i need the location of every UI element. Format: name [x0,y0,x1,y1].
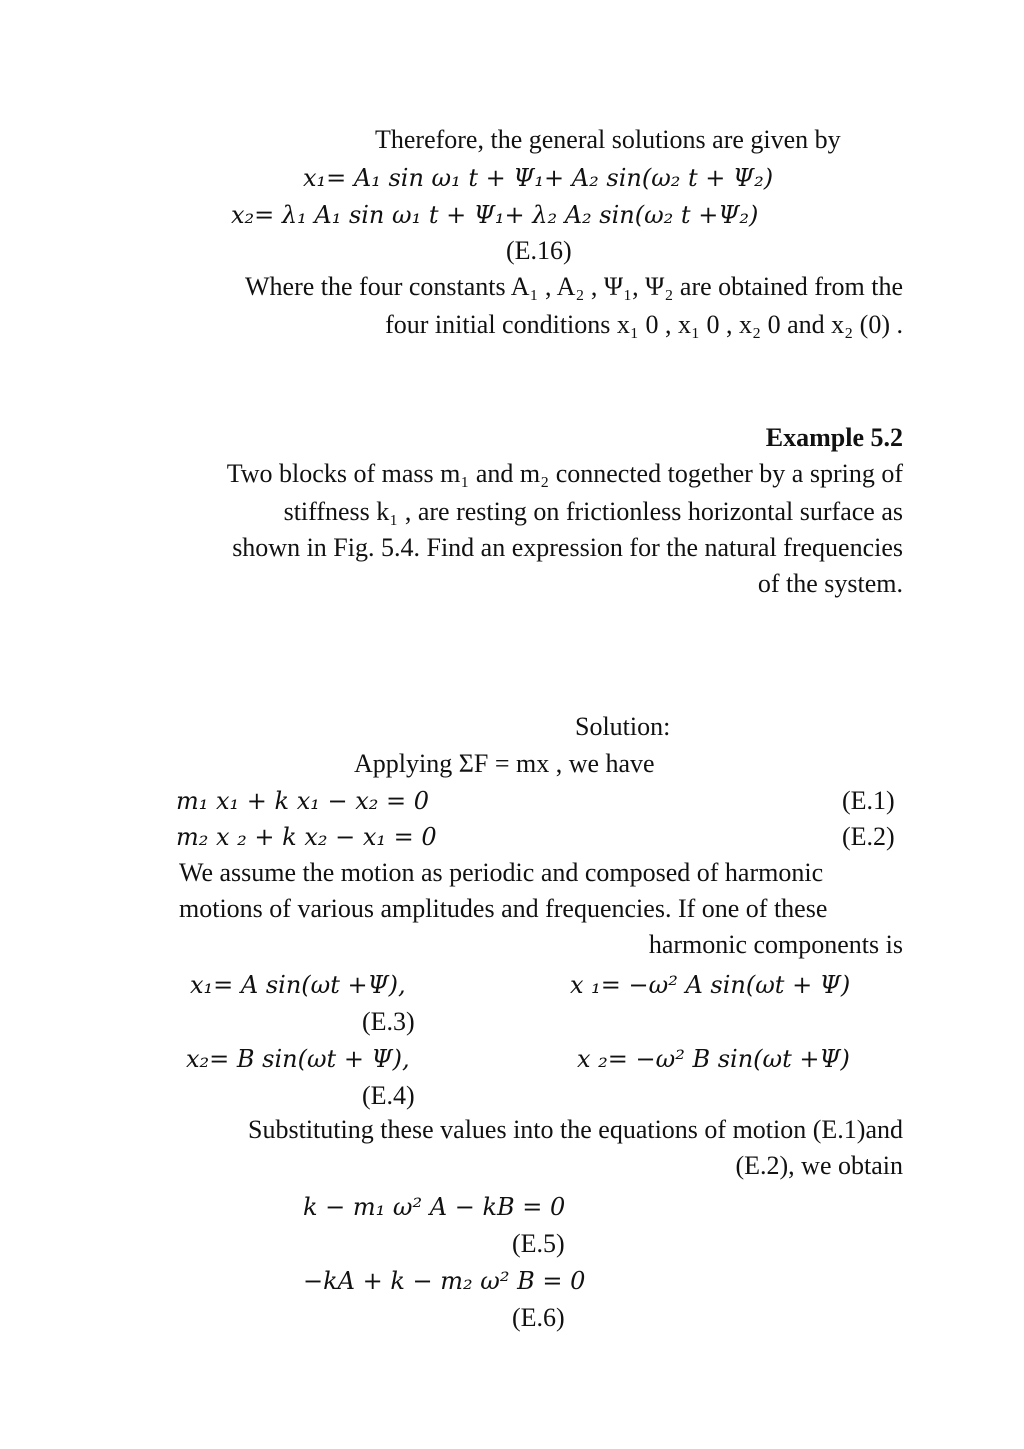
equation-tag-e4: (E.4) [362,1081,415,1110]
equation-e3-left: x₁= A sin(ωt +Ψ), [190,971,406,999]
assume-line-3: harmonic components is [648,930,903,959]
example-line-1: Two blocks of mass m₁ and m₂ connected together by a spring of [226,459,903,488]
constants-line-2: four initial conditions x₁ 0 , x₁ 0 , x₂ 0 and x₂ (0) . [385,310,903,339]
example-title: Example 5.2 [765,423,903,452]
equation-tag-e5: (E.5) [512,1229,565,1258]
equation-x1-general: x₁= A₁ sin ω₁ t + Ψ₁+ A₂ sin(ω₂ t + Ψ₂) [303,164,774,192]
equation-e1: m₁ x₁ + k x₁ − x₂ = 0 [176,787,430,815]
example-line-2: stiffness k₁ , are resting on frictionless horizontal surface as [283,497,903,526]
equation-tag-e16: (E.16) [506,236,572,265]
equation-e4-left: x₂= B sin(ωt + Ψ), [186,1045,410,1073]
equation-tag-e6: (E.6) [512,1303,565,1332]
equation-e4-right: x ₂= −ω² B sin(ωt +Ψ) [577,1045,850,1073]
equation-tag-e2: (E.2) [842,822,895,851]
example-line-3: shown in Fig. 5.4. Find an expression for the natural frequencies [232,533,903,562]
equation-e6: −kA + k − m₂ ω² B = 0 [303,1267,586,1295]
solution-heading: Solution: [575,712,671,741]
intro-line: Therefore, the general solutions are given by [375,125,841,154]
applying-line: Applying ΣF = mx , we have [354,749,655,778]
example-line-4: of the system. [757,569,903,598]
assume-line-2: motions of various amplitudes and frequencies. If one of these [179,894,828,923]
equation-e2: m₂ x ₂ + k x₂ − x₁ = 0 [176,823,437,851]
equation-x2-general: x₂= λ₁ A₁ sin ω₁ t + Ψ₁+ λ₂ A₂ sin(ω₂ t +Ψ₂) [231,201,759,229]
substitute-line-2: (E.2), we obtain [735,1151,903,1180]
equation-e5: k − m₁ ω² A − kB = 0 [303,1193,566,1221]
substitute-line-1: Substituting these values into the equations of motion (E.1)and [248,1115,903,1144]
assume-line-1: We assume the motion as periodic and composed of harmonic [179,858,824,887]
constants-line-1: Where the four constants A₁ , A₂ , Ψ₁, Ψ₂ are obtained from the [245,272,903,301]
equation-tag-e1: (E.1) [842,786,895,815]
equation-e3-right: x ₁= −ω² A sin(ωt + Ψ) [570,971,851,999]
equation-tag-e3: (E.3) [362,1007,415,1036]
